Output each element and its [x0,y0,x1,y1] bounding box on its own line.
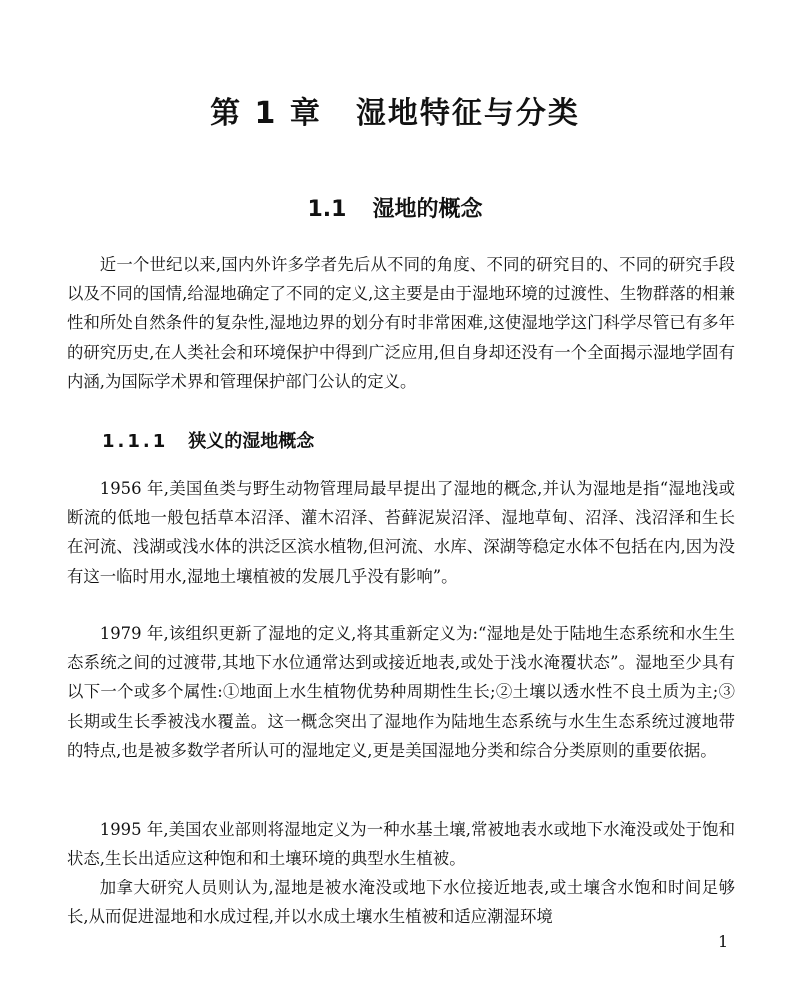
section-title: 湿地的概念 [372,197,483,222]
paragraph-1979: 1979 年,该组织更新了湿地的定义,将其重新定义为:“湿地是处于陆地生态系统和水生生态系统之间的过渡带,其地下水位通常达到或接近地表,或处于浅水淹覆状态”。湿地至少具有以下一个或多个属性:①地面上水生植物优势种周期性生长;②土壤以透水性不良土质为主;③长期或生长季被浅水覆盖。这一概念突出了湿地作为陆地生态系统与水生生态系统过渡地带的特点,也是被多数学者所认可的湿地定义,更是美国湿地分类和综合分类原则的重要依据。 [67,624,735,760]
paragraph-1956: 1956 年,美国鱼类与野生动物管理局最早提出了湿地的概念,并认为湿地是指“湿地浅或断流的低地一般包括草本沼泽、灌木沼泽、苔藓泥炭沼泽、湿地草甸、沼泽、浅沼泽和生长在河流、浅湖或浅水体的洪泛区滨水植物,但河流、水库、深湖等稳定水体不包括在内,因为没有这一临时用水,湿地土壤植被的发展几乎没有影响”。 [67,479,735,586]
intro-paragraph: 近一个世纪以来,国内外许多学者先后从不同的角度、不同的研究目的、不同的研究手段以及不同的国情,给湿地确定了不同的定义,这主要是由于湿地环境的过渡性、生物群落的相兼性和所处自然条件的复杂性,湿地边界的划分有时非常困难,这使湿地学这门科学尽管已有多年的研究历史,在人类社会和环境保护中得到广泛应用,但自身却还没有一个全面揭示湿地学固有内涵,为国际学术界和管理保护部门公认的定义。 [67,255,735,391]
subsection-number: 1.1.1 [102,431,169,452]
paragraph-1995: 1995 年,美国农业部则将湿地定义为一种水基土壤,常被地表水或地下水淹没或处于饱和状态,生长出适应这种饱和和土壤环境的典型水生植被。 [67,820,735,869]
page-number: 1 [718,932,729,951]
chapter-title: 湿地特征与分类 [355,96,580,131]
section-heading [0,192,790,223]
subsection-title: 狭义的湿地概念 [188,431,315,452]
section-number: 1.1 [307,197,347,222]
paragraph-canada: 加拿大研究人员则认为,湿地是被水淹没或地下水位接近地表,或土壤含水饱和时间足够长,从而促进湿地和水成过程,并以水成土壤水生植被和适应潮湿环境 [67,878,735,927]
chapter-number: 第 1 章 [210,96,322,131]
chapter-heading [0,88,790,132]
subsection-heading [102,427,314,453]
